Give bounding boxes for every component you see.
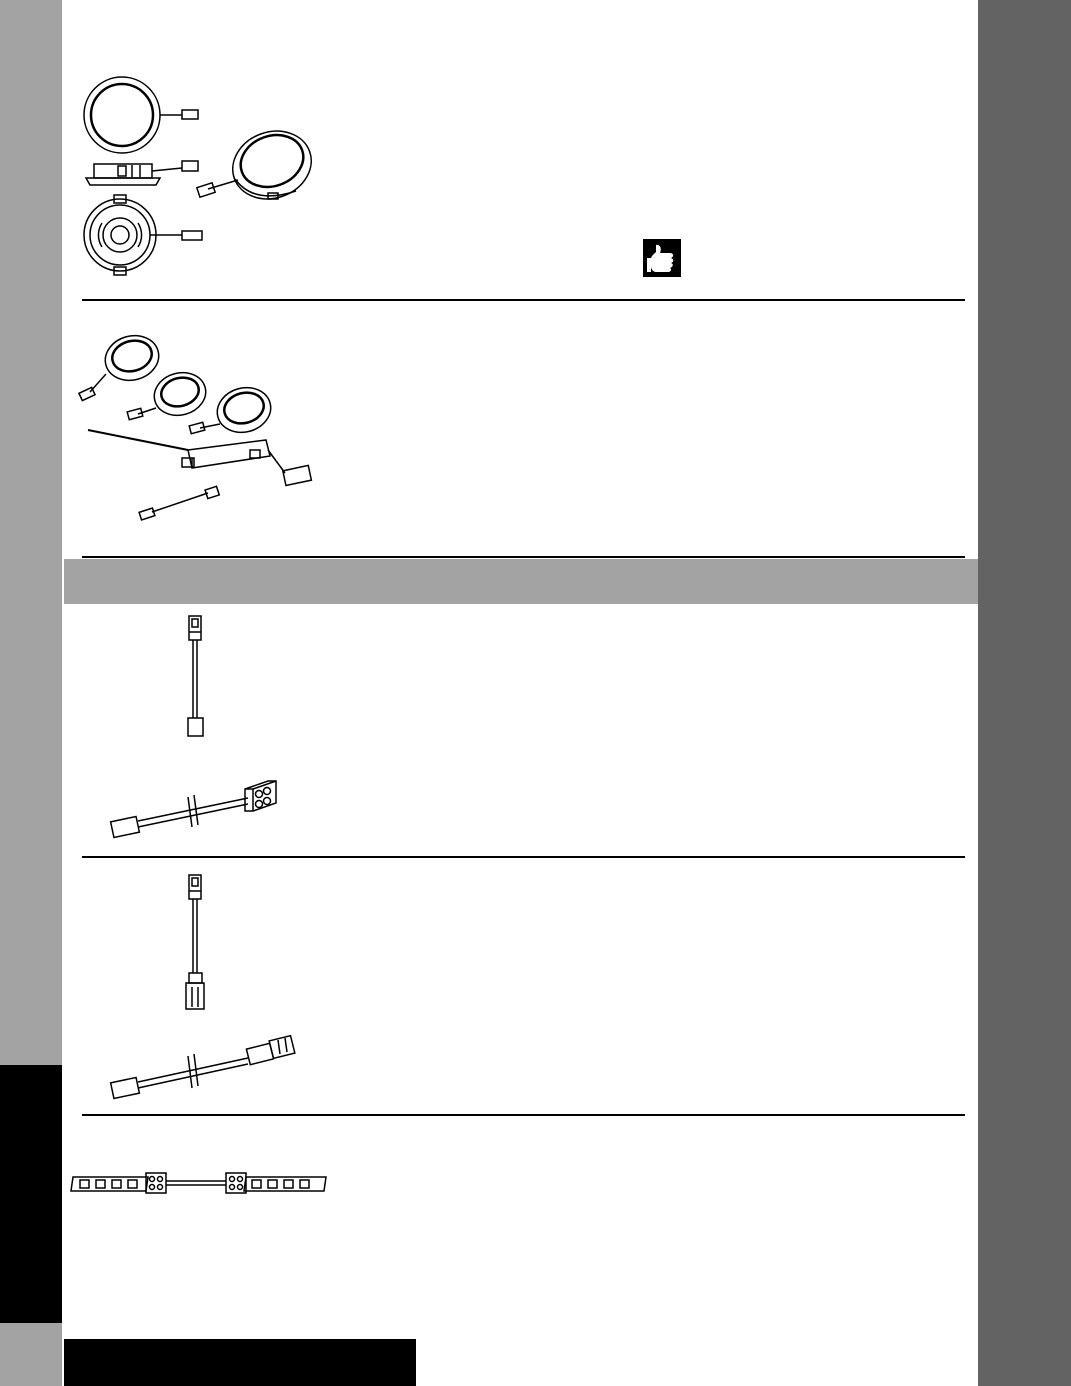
right-margin-strip — [978, 0, 1071, 1386]
thumbs-up-icon — [643, 239, 681, 277]
footer-bar — [64, 1339, 416, 1386]
three-light-kit-illustration — [80, 330, 330, 520]
extension-lead-illustration — [108, 1028, 298, 1106]
divider-rule — [82, 856, 965, 858]
led-strip-link-illustration — [70, 1168, 328, 1198]
round-downlight-views-illustration — [78, 75, 323, 280]
extension-connector-lead-illustration — [183, 873, 209, 1013]
terminal-block-lead-illustration — [108, 765, 283, 845]
section-header-band — [64, 559, 978, 604]
divider-rule — [82, 1114, 965, 1116]
divider-rule — [82, 299, 965, 301]
section-tab — [0, 1065, 62, 1323]
divider-rule — [82, 556, 965, 558]
connector-lead-illustration — [183, 614, 209, 739]
